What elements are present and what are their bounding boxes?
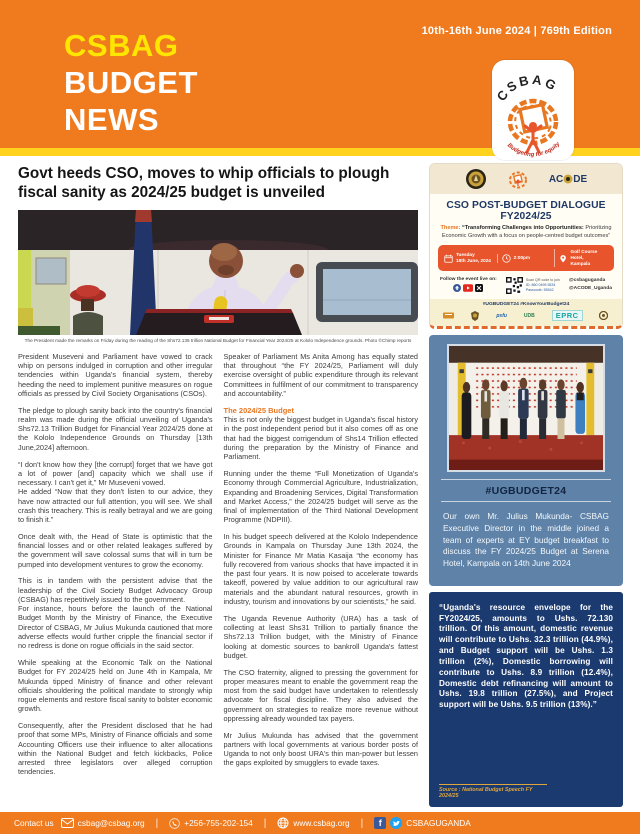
partner-logos [435,310,617,321]
social-links[interactable] [374,817,471,829]
flyer-title: CSO POST-BUDGET DIALOGUE FY2024/25 [446,200,606,222]
flyer-hashtags: #UGBUDGET24 #KnowYourBudget24 [482,302,570,308]
article-paragraph: The Uganda Revenue Authority (URA) has a task of collecting at least Shs31 Trillion to partially finance the Shs72.13 Trillion budget, with the Ministry of Finance looking at domestic sources to bankroll Uganda's fattest budget. [223,613,418,660]
quote-source: Source : National Budget Speech FY 2024/25 [439,784,547,799]
csbag-logo-icon [492,60,574,160]
article-paragraph: In his budget speech delivered at the Kololo Independence Grounds in Kampala on Thursday June 13th 2024, the Minister for Finance Mr Matia Kasaija “the economy has fully recovered from various shocks that have impacted it in the past four years. It is now poised to accelerate towards takeoff, powered by value addition to our agricultural raw materials and the abundant natural resources, growth in industry, tourism and innovations by our scientists,” he said. [223,532,418,606]
follow-label: Follow the event live on: [440,277,497,283]
uganda-emblem-icon [465,168,487,190]
eprc-logo: EPRC [552,310,583,321]
round-partner-logo-icon [599,311,608,320]
flyer-theme [430,225,622,240]
event-details-banner [438,245,614,271]
president-speech-photo [18,210,418,335]
flyer-bottom-strip [430,299,622,326]
article-headline: Govt heeds CSO, moves to whip officials to plough fiscal sanity as 2024/25 budget is unveiled [18,165,390,202]
coat-of-arms-icon [471,311,479,321]
masthead [0,0,640,159]
highlight-panel [429,335,623,585]
calendar-icon [444,254,453,263]
theme-bold: “Transforming Challenges into Opportunities: [461,225,584,231]
contact-footer [0,812,640,834]
article-columns [18,352,418,784]
article-paragraph: While speaking at the Economic Talk on the National Budget for FY 2024/25 held on June 4th in Kampala, Mr Mukunda tipped Ministry of finance and other relevant officials shouldering the political mandate to strongly whip rogue elements and restore fiscal sanity to bolster economic growth. [18,658,213,714]
main-photo [18,210,418,343]
clock-icon [502,254,511,263]
facebook-live-icon [453,284,461,292]
partner-logo-icon [443,311,454,320]
content [0,156,640,812]
article-paragraph: He added “Now that they don't listen to our advice, they have now attracted our full attention, you will see. We shall crash this treachery. This is really betrayal and we are going to finish it.” [18,487,213,525]
facebook-icon[interactable]: f [374,817,386,829]
panel-caption: Our own Mr. Julius Mukunda- CSBAG Executive Director in the middle joined a team of experts at EY budget breakfast to discuss the FY 2024/25 Budget at Serena Hotel, Kampala on 14th June 2024 [443,511,609,568]
panel-hashtag: #UGBUDGET24 [485,485,567,498]
footer-divider: | [360,817,364,829]
budget-quote-block [429,592,623,807]
article-paragraph: This is not only the biggest budget in Uganda's fiscal history in the post independent period but it also comes off as one that had the biggest corrigendum of Shs14 Trillion effected during the preparation by the Ministry of Finance and Parliament. [223,415,418,462]
envelope-icon [61,818,74,828]
group-photo [447,344,605,472]
article-paragraph: President Museveni and Parliament have vowed to crack whip on persons indulged in corruption and other irregular tendencies within Uganda's financial system, thereby heeding the need to implement punitive measures on rogue officials as pressed by Civil Society Organisations (CSOs). [18,351,213,398]
event-date: Tuesday 18th June, 2024 [440,252,497,264]
photo-caption: The President made the remarks on Friday during the reading of the Shs72.136 trillion National Budget for Financial Year 2024/25 at Kololo Independence grounds. Photo ©Chimp reports [24,337,412,343]
article-paragraph: The CSO fraternity, aligned to pressing the government for proper measures meant to enable the government reap the most from the said budget have undertaken to relentlessly advocate for fiscal discipline. They also advised the government on strategies to realize more revenue without oppressing already wounded tax payers. [223,667,418,723]
quote-text: “Uganda's resource envelope for the FY2024/25, amounts to Ushs. 72.130 trillion. Of this amount, domestic revenue will contribute to Ushs. 32.3 trillion (44.9%), and Budget support will be Ushs. 1.3 trillion (2%), Domestic borrowing will contribute to Ushs. 8.9 trillion (12.4%), Domestic debt refinancing will amount to Ushs. 19.8 trillion (27.5%), and Project support will be Ushs. 9.5 trillion (13%).” [439,602,613,710]
article-paragraph: Once dealt with, the Head of State is optimistic that the financial losses and or other related leakages suffered by the government will save colossal sums that will in turn be pumped into development ventures to grow the economy. [18,531,213,569]
column-middle [224,352,419,784]
location-pin-icon [559,254,567,263]
article-paragraph: The pledge to plough sanity back into the country's financial realm was made during the official unveiling of Uganda's Shs72.13 Trillion Budget for Financial Year 2024/25 done at the Kololo Independence Grounds on Thursday [13th June,2024] afternoon. [18,405,213,452]
svg-text:CSBAG: CSBAG [493,71,561,104]
theme-rest: Prioritizing Economic Growth with a focus on people-centred budget outcomes” [441,225,612,239]
article-paragraph: Consequently, after the President disclosed that he had proof that some MPs, Ministry of Finance officials and some Accounting Officers use their influence to alter allocations within the National Budget and fetch kickbacks, Police arrested three legislators over alleged corruption tendencies. [18,721,213,777]
article-paragraph: Running under the theme “Full Monetization of Uganda's Economy through Commercial Agriculture, Industrialization, Expanding and Broadening Services, Digital Transformation and Market Access,” the 2024/25 budget will serve as the final of implementation of the Third National Development Programme (NDPIII). [223,469,418,525]
phone-icon [169,818,180,829]
follow-group [440,277,497,292]
phone-link[interactable]: +256-755-202-154 [169,818,253,829]
contact-label: Contact us [14,818,54,828]
brand-line-news: NEWS [64,102,159,137]
event-flyer [429,163,623,329]
flyer-logo-strip [430,164,622,194]
svg-text:Budgeting for equity: Budgeting for equity [505,141,562,159]
event-time: 2:00pm [497,254,555,263]
footer-divider: | [155,817,159,829]
csbag-logo [492,60,574,160]
theme-label: Theme: [440,225,461,231]
sidebar [429,163,623,807]
psfu-logo: psfu [496,312,507,319]
article-paragraph: For instance, hours before the launch of the National Budget Month by the Ministry of Finance, the Executive Director of CSBAG, Mr Julius Mukunda cautioned that more adverse effects would further cripple the financial sector if no redress is done on rogue officials in the said sector. [18,604,213,651]
column-left [18,352,213,784]
section-subheading: The 2024/25 Budget [223,405,294,415]
article-paragraph: Speaker of Parliament Ms Anita Among has equally stated that throughout “the FY 2024/25, Parliament will duly exercise oversight of public expenditure through its relevant Committees in fulfilment of our commitment to transparency and accountability.” [223,351,418,398]
article-paragraph: This is in tandem with the persistent advise that the leadership of the Civil Society Budget Advocacy Group (CSBAG) has repetitively issued to the government. [18,576,213,604]
brand-line-budget: BUDGET [64,65,198,100]
youtube-icon [463,284,473,292]
panel-divider [441,501,611,502]
udb-logo: UDB [523,312,535,319]
qr-code-icon [506,277,523,294]
article-zone [18,163,418,807]
footer-divider: | [263,817,267,829]
x-twitter-icon [475,284,483,292]
event-venue: Golf Course Hotel, Kampala [554,249,612,267]
brand-title [64,27,198,138]
article-paragraph: “I don't know how they [the corrupt] forget that we have got a lot of power [and] capacity which we shall use if necessary. I can't get it,” Mr Museveni vowed. [18,459,213,488]
twitter-icon[interactable] [390,817,402,829]
zoom-details: Scan QR code to join ID: 860 0495 5534 Passcode: 55542 [525,278,560,293]
social-handles: @csbaguganda @ACODE_Uganda [568,278,612,291]
website-link[interactable]: www.csbag.org [277,817,349,829]
csbag-mini-logo-icon [507,168,529,190]
brand-line-csbag: CSBAG [64,28,179,63]
edition-date: 10th-16th June 2024 | 769th Edition [421,25,612,37]
acode-logo: AC DE [548,173,588,185]
social-handle: CSBAGUGANDA [406,818,471,828]
globe-icon [277,817,289,829]
zoom-join-group [506,277,560,294]
article-paragraph: Mr Julius Mukunda has advised that the government partners with local governments at various border posts of Uganda to not only boost URA's thin man-power but lessen the gaps exploited by smugglers to evade taxes. [223,730,418,768]
acode-eye-icon [563,174,573,184]
email-link[interactable]: csbag@csbag.org [61,818,145,828]
ey-breakfast-photo [447,344,605,472]
flyer-social-row [430,275,622,299]
